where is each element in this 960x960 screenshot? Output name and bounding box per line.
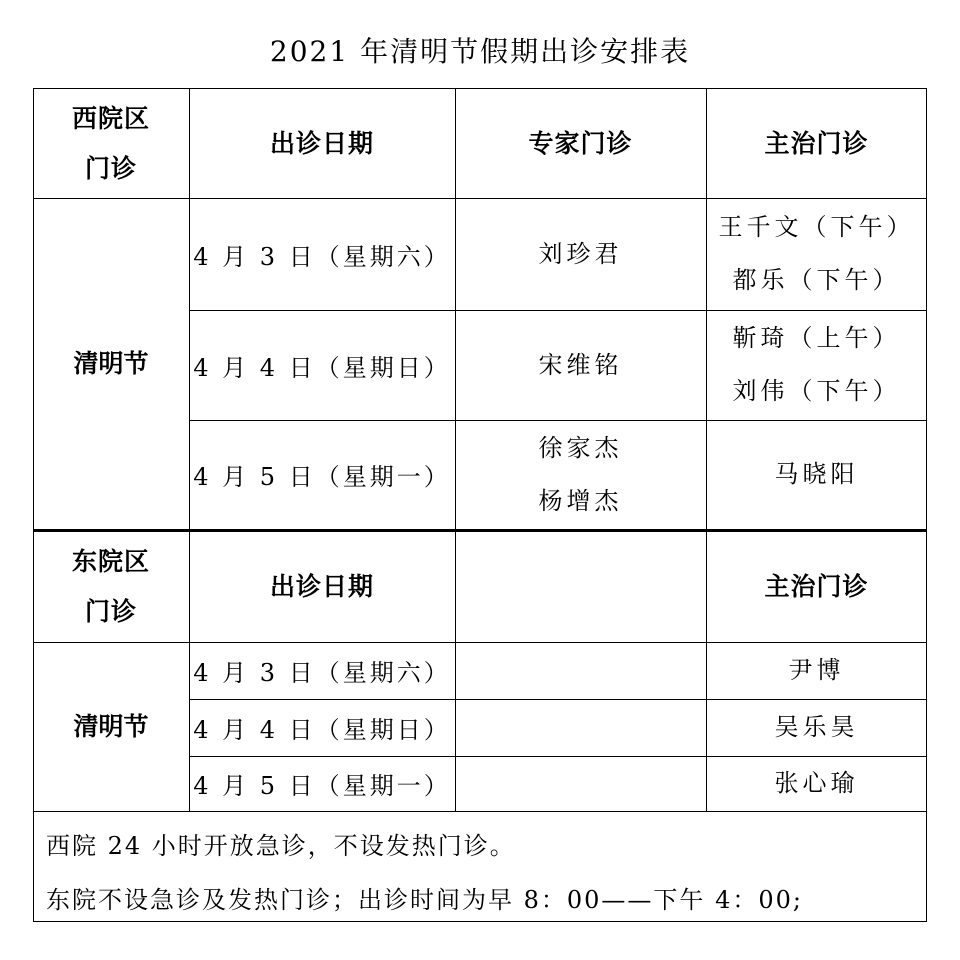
holiday-label: 清明节 bbox=[73, 711, 149, 741]
west-row-expert bbox=[455, 420, 706, 529]
attending-name: 马晓阳 bbox=[774, 460, 859, 488]
east-row-attending bbox=[706, 756, 927, 811]
attending-name: 刘伟（下午） bbox=[732, 377, 901, 405]
attending-name: 都乐（下午） bbox=[732, 266, 901, 294]
west-section-label-line2: 门诊 bbox=[84, 154, 137, 183]
col-expert-label: 专家门诊 bbox=[528, 129, 633, 158]
east-section-label-line2: 门诊 bbox=[84, 596, 137, 626]
holiday-label: 清明节 bbox=[73, 348, 149, 378]
east-row-date bbox=[189, 699, 455, 756]
east-row-date bbox=[189, 756, 455, 811]
expert-name: 杨增杰 bbox=[538, 486, 623, 515]
east-section-label-line1: 东院区 bbox=[71, 546, 150, 576]
date-text: 4 月 5 日（星期一） bbox=[193, 772, 451, 800]
west-col-attending-header bbox=[706, 90, 927, 198]
west-row-attending bbox=[706, 420, 927, 529]
east-holiday-label bbox=[33, 642, 189, 811]
col-attending-label: 主治门诊 bbox=[764, 129, 869, 158]
east-col-attending-header bbox=[706, 531, 927, 642]
date-text: 4 月 3 日（星期六） bbox=[193, 242, 451, 271]
east-row-date bbox=[189, 642, 455, 699]
attending-name: 张心瑜 bbox=[774, 769, 859, 797]
expert-name: 徐家杰 bbox=[538, 433, 623, 462]
date-text: 4 月 3 日（星期六） bbox=[193, 659, 451, 687]
date-text: 4 月 4 日（星期日） bbox=[193, 353, 451, 382]
east-col-expert-header-empty bbox=[455, 531, 706, 642]
row-divider bbox=[33, 811, 927, 812]
col-date-label: 出诊日期 bbox=[269, 571, 374, 601]
west-row-attending bbox=[706, 310, 927, 420]
west-col-expert-header bbox=[455, 90, 706, 198]
note-west: 西院 24 小时开放急诊，不设发热门诊。 bbox=[46, 832, 516, 860]
attending-name: 王千文（下午） bbox=[718, 213, 915, 241]
west-holiday-label bbox=[33, 198, 189, 529]
east-row-attending bbox=[706, 642, 927, 699]
date-text: 4 月 4 日（星期日） bbox=[193, 716, 451, 744]
expert-name: 宋维铭 bbox=[538, 350, 623, 379]
date-text: 4 月 5 日（星期一） bbox=[193, 463, 451, 491]
col-date-label: 出诊日期 bbox=[269, 129, 374, 158]
west-row-expert bbox=[455, 198, 706, 310]
east-section-label bbox=[33, 531, 189, 642]
note-east: 东院不设急诊及发热门诊；出诊时间为早 8：00——下午 4：00; bbox=[46, 886, 803, 914]
expert-name: 刘珍君 bbox=[538, 239, 623, 268]
west-col-date-header bbox=[189, 90, 455, 198]
east-row-attending bbox=[706, 699, 927, 756]
west-row-expert bbox=[455, 310, 706, 420]
west-row-date bbox=[189, 420, 455, 529]
west-section-label-line1: 西院区 bbox=[71, 104, 150, 133]
east-col-date-header bbox=[189, 531, 455, 642]
west-row-date bbox=[189, 310, 455, 420]
col-attending-label: 主治门诊 bbox=[764, 571, 869, 601]
west-row-date bbox=[189, 198, 455, 310]
page-title: 2021 年清明节假期出诊安排表 bbox=[269, 35, 691, 68]
west-section-label bbox=[33, 90, 189, 198]
attending-name: 尹博 bbox=[788, 656, 845, 684]
west-row-attending bbox=[706, 198, 927, 310]
attending-name: 吴乐昊 bbox=[774, 713, 859, 741]
attending-name: 靳琦（上午） bbox=[732, 324, 901, 352]
